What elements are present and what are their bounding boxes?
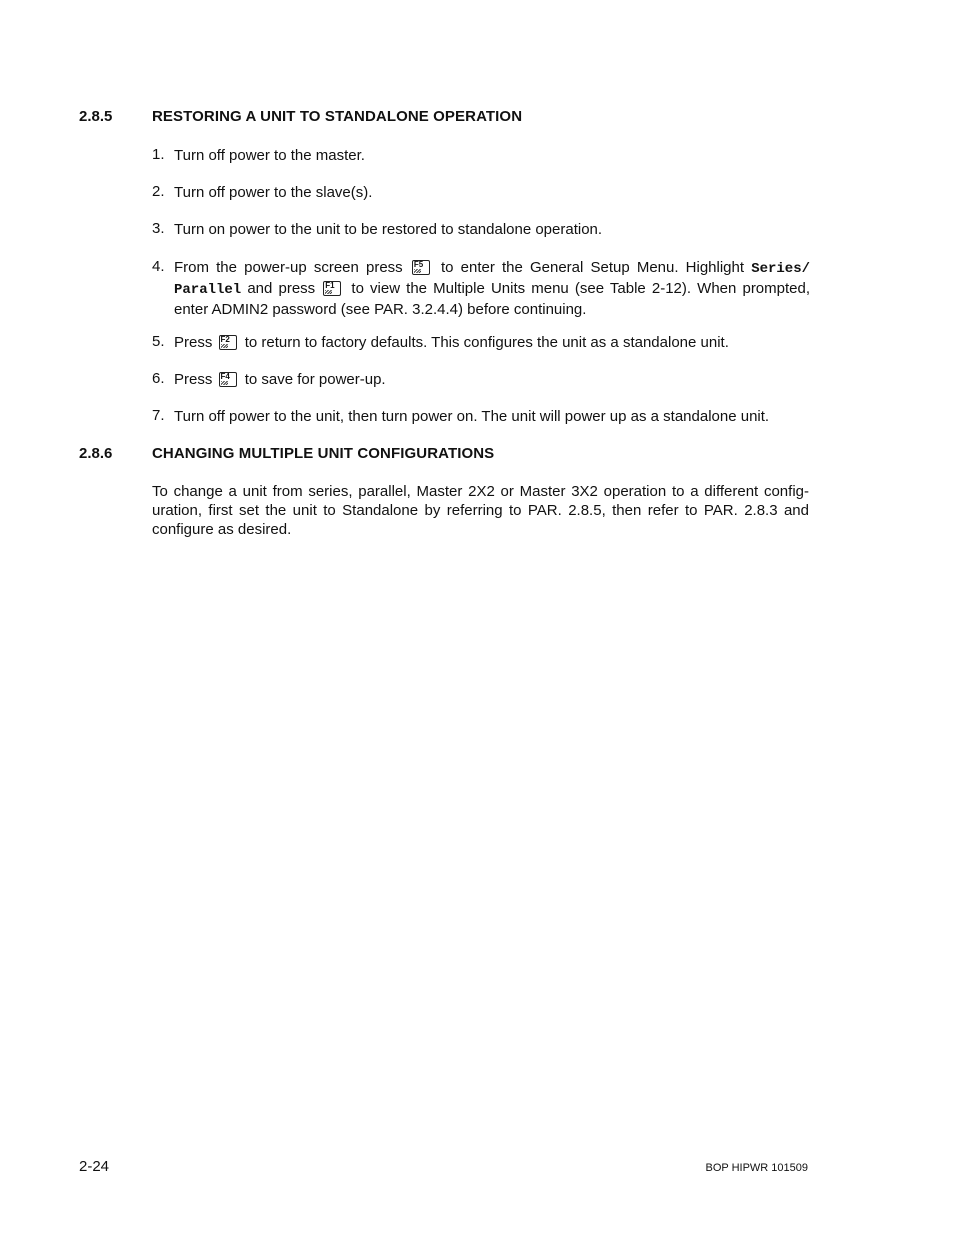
list-item-number: 3.: [152, 220, 165, 237]
step-text: and press: [247, 280, 316, 297]
list-item-number: 7.: [152, 407, 165, 424]
step-text: Press: [174, 334, 213, 351]
list-item-text: [174, 258, 810, 319]
section-title: CHANGING MULTIPLE UNIT CONFIGURATIONS: [152, 445, 495, 462]
step-text: Press: [174, 371, 213, 388]
list-item-text: Turn off power to the slave(s).: [174, 184, 373, 201]
f2-key-icon: F2: [219, 335, 237, 350]
body-paragraph: To change a unit from series, parallel, Master 2X2 or Master 3X2 operation to a different config-uration, first set the unit to Standalone by referring to PAR. 2.8.5, then refer to PAR. 2.8.3 and configure as desired.: [152, 483, 809, 538]
section-number: 2.8.5: [79, 108, 113, 125]
step-text: to enter the General Setup Menu. Highlight: [440, 259, 745, 276]
f4-key-icon: F4: [219, 372, 237, 387]
list-item-number: 5.: [152, 333, 165, 350]
list-item-number: 2.: [152, 183, 165, 200]
list-item-number: 6.: [152, 370, 165, 387]
step-text: From the power-up screen press: [174, 259, 403, 276]
list-item-number: 4.: [152, 258, 165, 275]
list-item-number: 1.: [152, 146, 165, 163]
list-item-text: Turn off power to the unit, then turn power on. The unit will power up as a standalone unit.: [174, 408, 770, 425]
list-item-text: [174, 333, 810, 352]
document-id: BOP HIPWR 101509: [705, 1162, 808, 1174]
step-text: to save for power-up.: [244, 371, 386, 388]
section-title: RESTORING A UNIT TO STANDALONE OPERATION: [152, 108, 523, 125]
list-item-text: Turn on power to the unit to be restored to standalone operation.: [174, 221, 603, 238]
step-text: to view the Multiple Units menu (see Table 2-12). When prompted, enter ADMIN2 password (see PAR. 3.2.4.4) before continuing.: [174, 280, 811, 318]
list-item-text: Turn off power to the master.: [174, 147, 365, 164]
list-item-text: [174, 370, 810, 389]
f1-key-icon: F1: [323, 281, 341, 296]
menu-item-code: Series/ Parallel: [174, 261, 810, 298]
step-text: to return to factory defaults. This configures the unit as a standalone unit.: [244, 334, 729, 351]
page-number: 2-24: [79, 1158, 110, 1175]
section-number: 2.8.6: [79, 445, 113, 462]
f5-key-icon: F5: [412, 260, 430, 275]
